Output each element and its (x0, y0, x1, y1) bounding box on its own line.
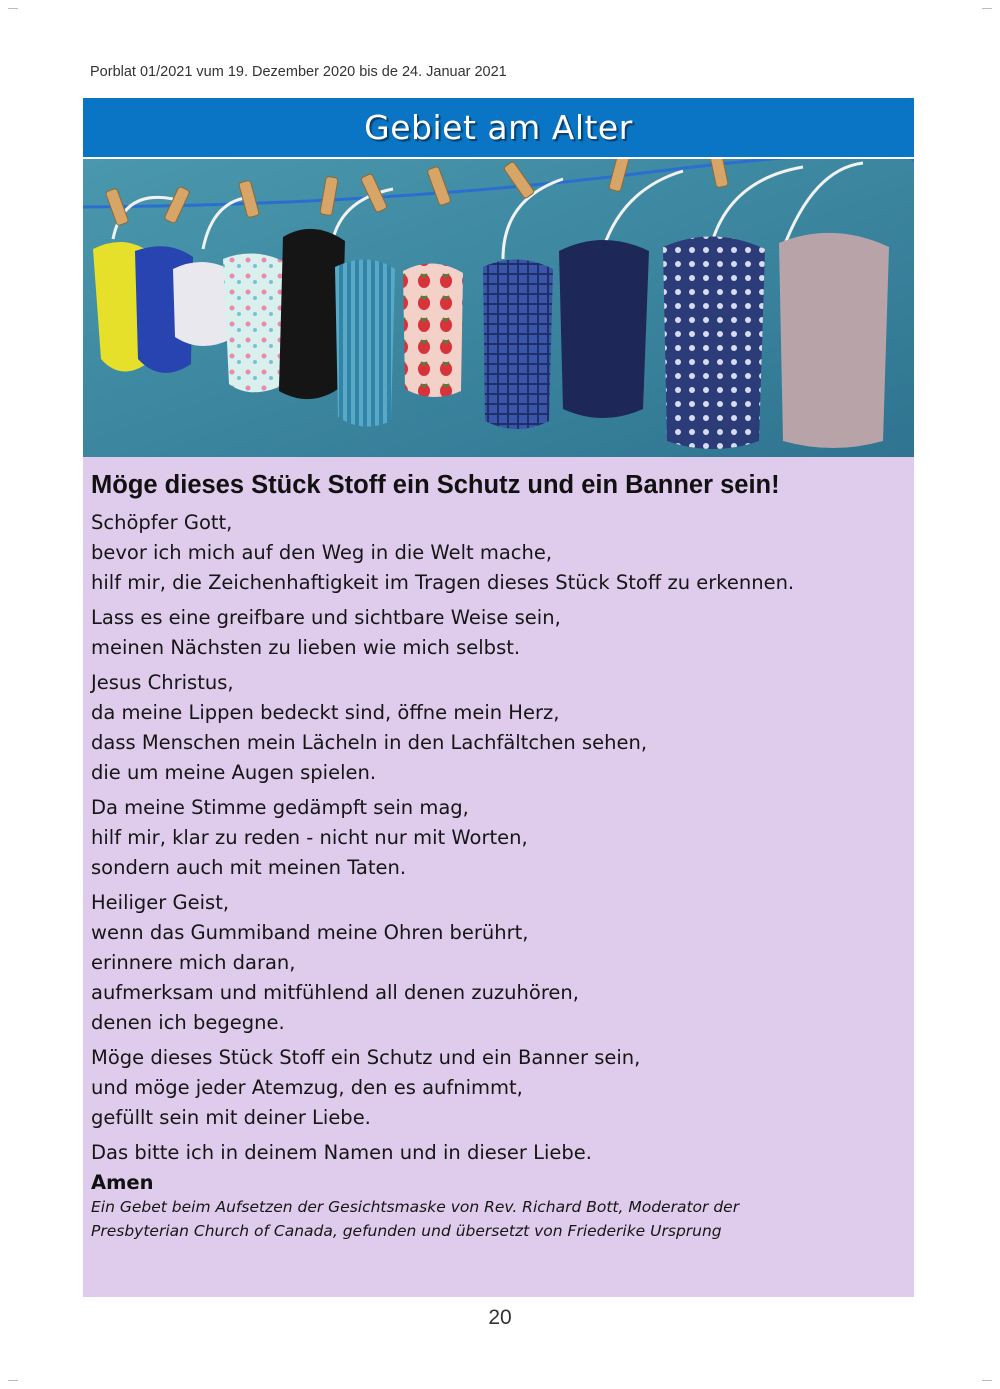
poem-line: aufmerksam und mitfühlend all denen zuzuhören, (91, 981, 579, 1004)
masks-photo (83, 159, 914, 457)
stanza (91, 793, 914, 883)
poem-line: meinen Nächsten zu lieben wie mich selbst. (91, 636, 521, 659)
poem-line: denen ich begegne. (91, 1011, 285, 1034)
running-header: Porblat 01/2021 vum 19. Dezember 2020 bis de 24. Januar 2021 (90, 64, 507, 80)
prayer-headline: Möge dieses Stück Stoff ein Schutz und ein Banner sein! (91, 471, 780, 499)
poem-line: sondern auch mit meinen Taten. (91, 856, 407, 879)
poem-line: wenn das Gummiband meine Ohren berührt, (91, 921, 529, 944)
poem-line: Lass es eine greifbare und sichtbare Weise sein, (91, 606, 561, 629)
poem-line: Das bitte ich in deinem Namen und in dieser Liebe. (91, 1141, 592, 1164)
crop-mark (8, 1371, 18, 1381)
crop-mark (982, 8, 992, 18)
poem-line: erinnere mich daran, (91, 951, 296, 974)
prayer-box (83, 457, 914, 1297)
page-number: 20 (488, 1306, 512, 1329)
stanza (91, 668, 914, 788)
poem-line: gefüllt sein mit deiner Liebe. (91, 1106, 371, 1129)
stanza (91, 888, 914, 1038)
poem-line: Da meine Stimme gedämpft sein mag, (91, 796, 469, 819)
poem-line: Möge dieses Stück Stoff ein Schutz und ein Banner sein, (91, 1046, 641, 1069)
masks-illustration (83, 159, 914, 457)
poem-line: die um meine Augen spielen. (91, 761, 377, 784)
poem-line: und möge jeder Atemzug, den es aufnimmt, (91, 1076, 523, 1099)
source-credit: Ein Gebet beim Aufsetzen der Gesichtsmaske von Rev. Richard Bott, Moderator der (91, 1198, 740, 1216)
stanza (91, 508, 914, 598)
stanza (91, 1138, 914, 1168)
poem-line: da meine Lippen bedeckt sind, öffne mein Herz, (91, 701, 560, 724)
poem-line: Jesus Christus, (91, 671, 234, 694)
section-title-bar (83, 98, 914, 157)
poem-line: hilf mir, die Zeichenhaftigkeit im Tragen dieses Stück Stoff zu erkennen. (91, 571, 795, 594)
poem-line: dass Menschen mein Lächeln in den Lachfältchen sehen, (91, 731, 648, 754)
section-title: Gebiet am Alter (364, 108, 633, 147)
crop-mark (982, 1371, 992, 1381)
poem-line: bevor ich mich auf den Weg in die Welt mache, (91, 541, 553, 564)
closing-amen: Amen (91, 1171, 154, 1194)
stanza (91, 1043, 914, 1133)
poem-line: Schöpfer Gott, (91, 511, 233, 534)
source-credit: Presbyterian Church of Canada, gefunden und übersetzt von Friederike Ursprung (91, 1222, 722, 1240)
poem-line: hilf mir, klar zu reden - nicht nur mit Worten, (91, 826, 528, 849)
crop-mark (8, 8, 18, 18)
poem-line: Heiliger Geist, (91, 891, 230, 914)
stanza (91, 603, 914, 663)
